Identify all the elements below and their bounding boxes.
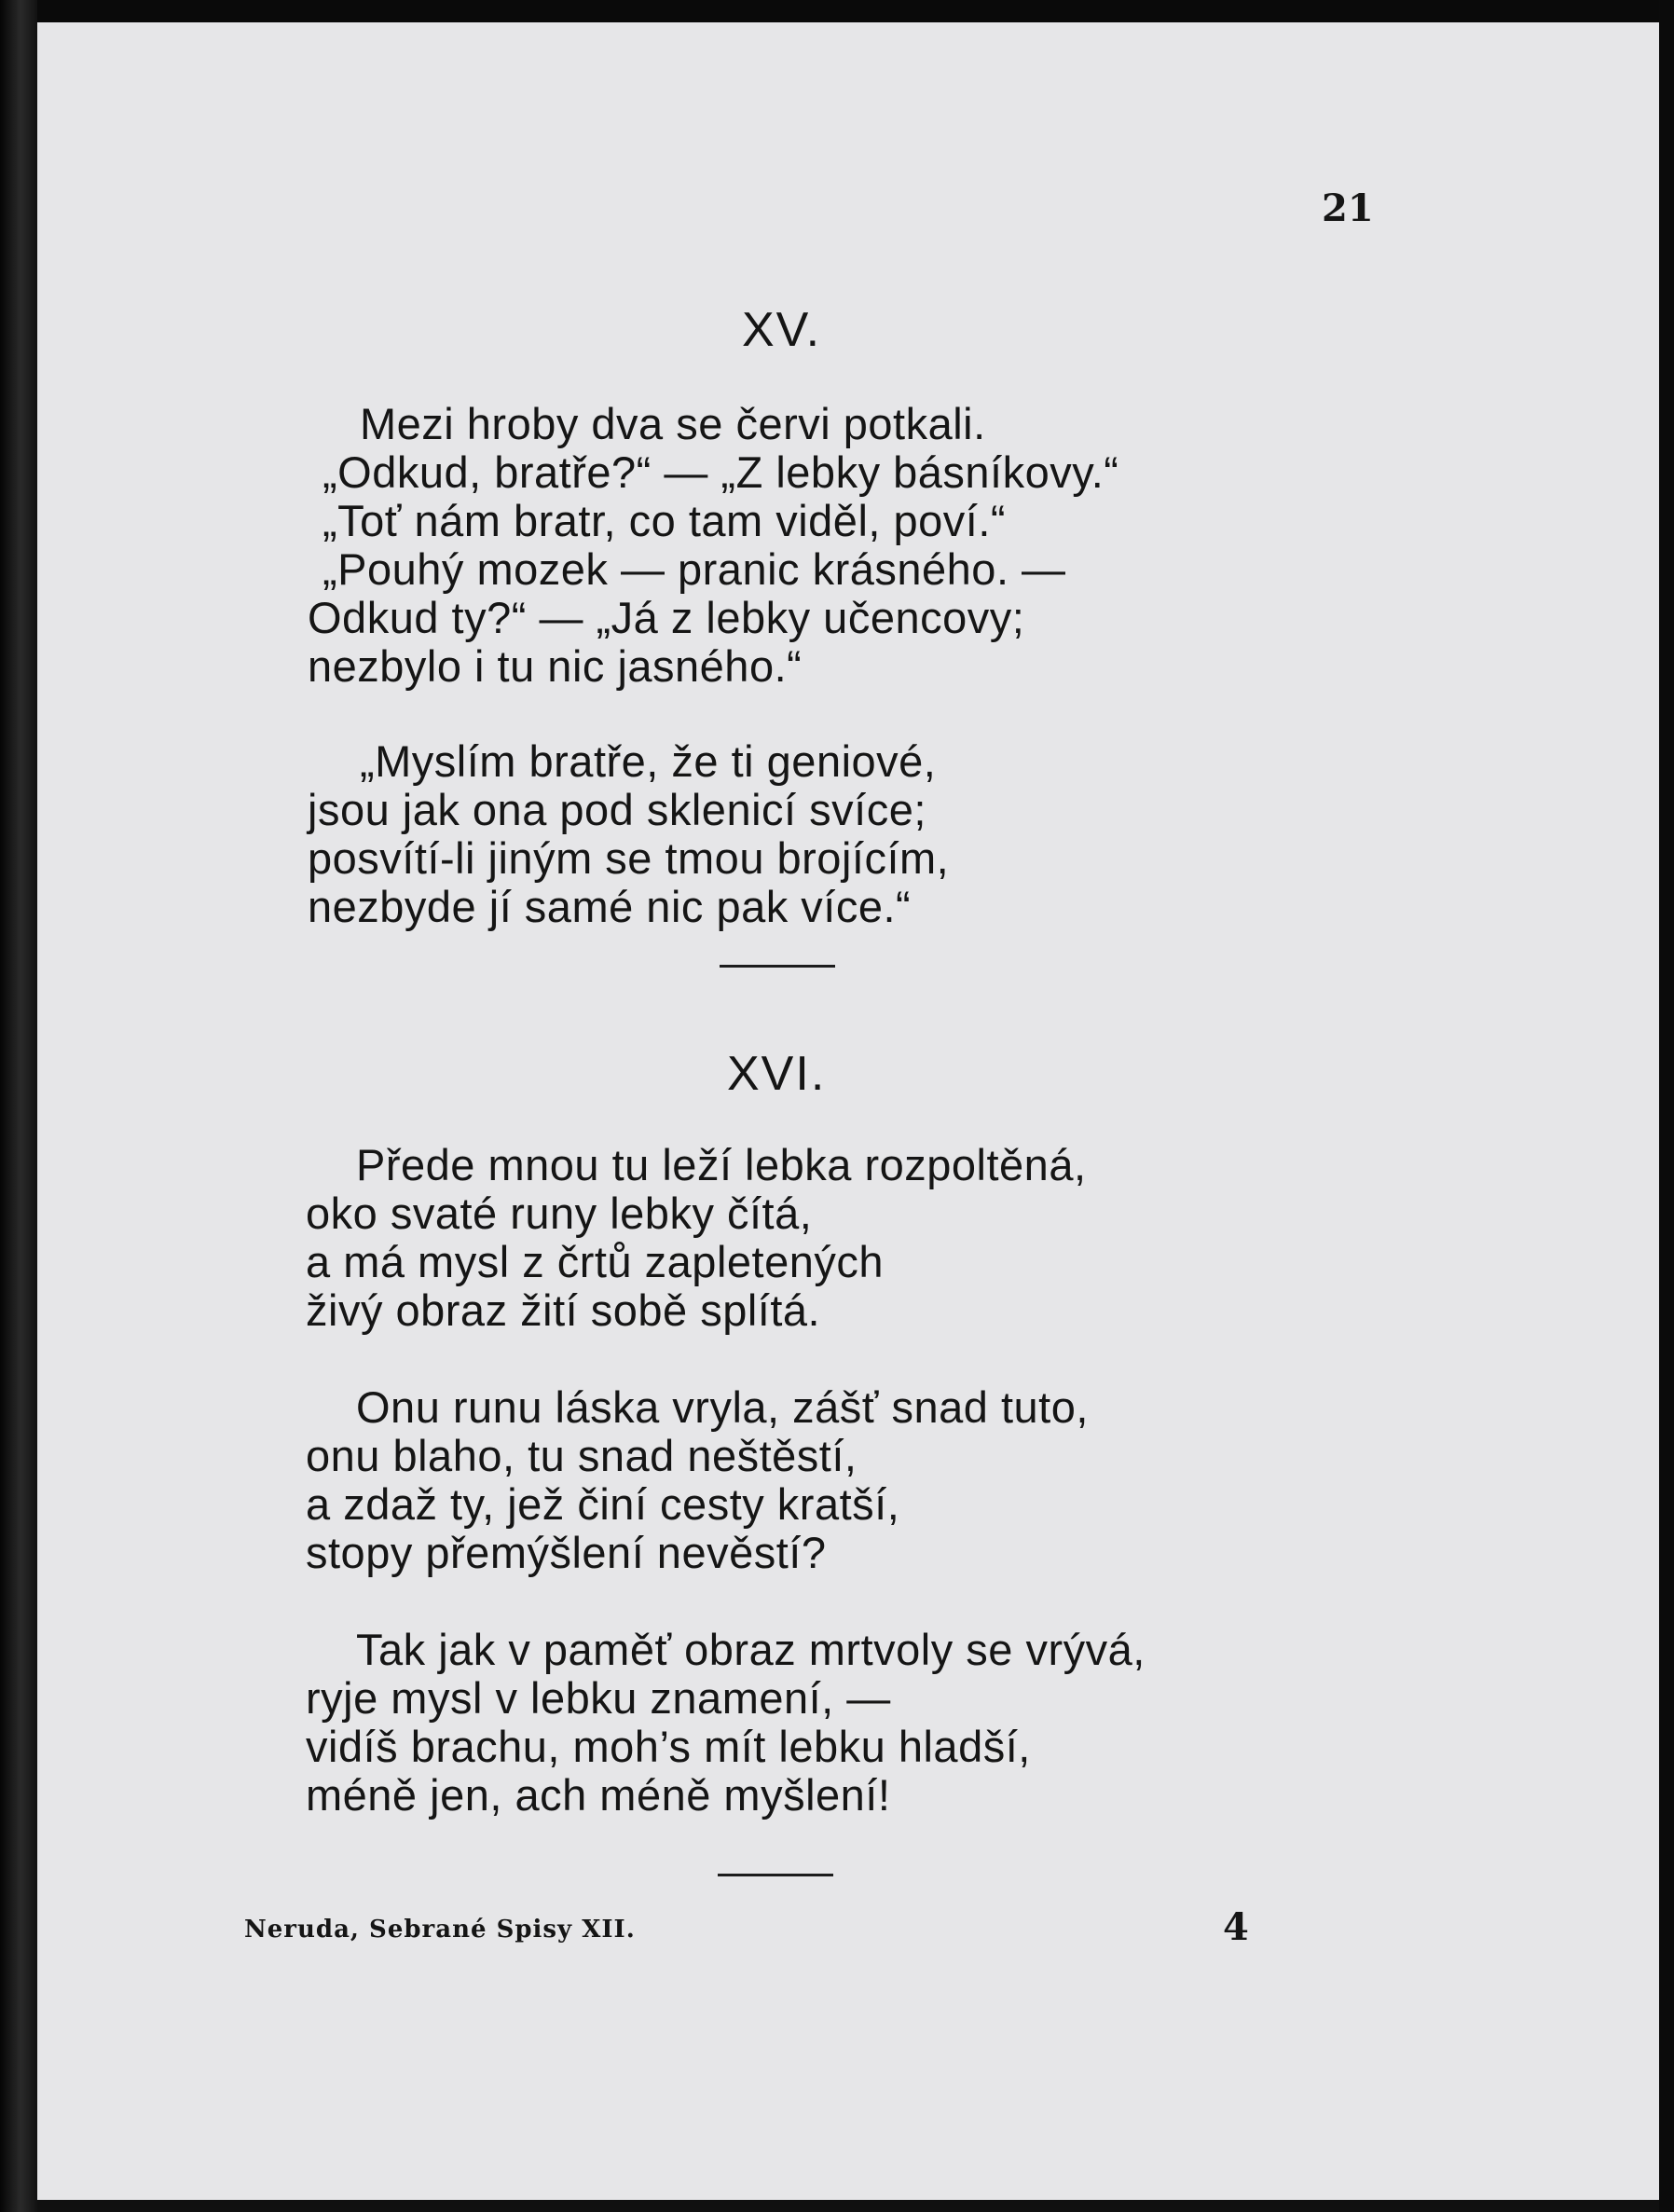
printer-signature: 4 <box>1223 1905 1249 1949</box>
verse-line: jsou jak ona pod sklenicí svíce; <box>308 785 926 834</box>
verse-line: vidíš brachu, moh’s mít lebku hladší, <box>306 1722 1031 1771</box>
verse-line: „Odkud, bratře?“ — „Z lebky básníkovy.“ <box>322 447 1119 497</box>
verse-line: Odkud ty?“ — „Já z lebky učencovy; <box>308 593 1025 642</box>
verse-line: onu blaho, tu snad neštěstí, <box>306 1431 858 1480</box>
verse-line: Přede mnou tu leží lebka rozpoltěná, <box>356 1140 1087 1189</box>
verse-line: „Pouhý mozek — pranic krásného. — <box>322 544 1066 594</box>
verse-line: Tak jak v paměť obraz mrtvoly se vrývá, <box>356 1625 1146 1674</box>
verse-line: stopy přemýšlení nevěstí? <box>306 1528 827 1577</box>
section-divider <box>720 965 835 968</box>
verse-line: posvítí-li jiným se tmou brojícím, <box>308 833 950 883</box>
page-number: 21 <box>1322 186 1374 230</box>
footer-imprint: Neruda, Sebrané Spisy XII. <box>244 1916 636 1944</box>
section-heading-xv: XV. <box>742 303 822 357</box>
verse-line: méně jen, ach méně myšlení! <box>306 1770 891 1820</box>
closing-divider <box>718 1874 833 1876</box>
scan-right-edge <box>1659 0 1674 2212</box>
verse-line: nezbyde jí samé nic pak více.“ <box>308 882 912 931</box>
verse-line: Mezi hroby dva se červi potkali. <box>360 399 986 448</box>
verse-line: „Toť nám bratr, co tam viděl, poví.“ <box>322 496 1007 545</box>
verse-line: živý obraz žití sobě splítá. <box>306 1285 821 1335</box>
section-heading-xvi: XVI. <box>727 1047 827 1101</box>
scan-top-edge <box>0 0 1674 22</box>
verse-line: ryje mysl v lebku znamení, — <box>306 1673 891 1723</box>
book-page <box>37 22 1659 2200</box>
verse-line: nezbylo i tu nic jasného.“ <box>308 641 803 691</box>
book-spine-edge <box>0 0 37 2212</box>
verse-line: oko svaté runy lebky čítá, <box>306 1188 813 1238</box>
verse-line: Onu runu láska vryla, zášť snad tuto, <box>356 1382 1089 1432</box>
verse-line: a má mysl z črtů zapletených <box>306 1237 884 1286</box>
verse-line: „Myslím bratře, že ti geniové, <box>360 736 937 786</box>
verse-line: a zdaž ty, jež činí cesty kratší, <box>306 1479 900 1529</box>
